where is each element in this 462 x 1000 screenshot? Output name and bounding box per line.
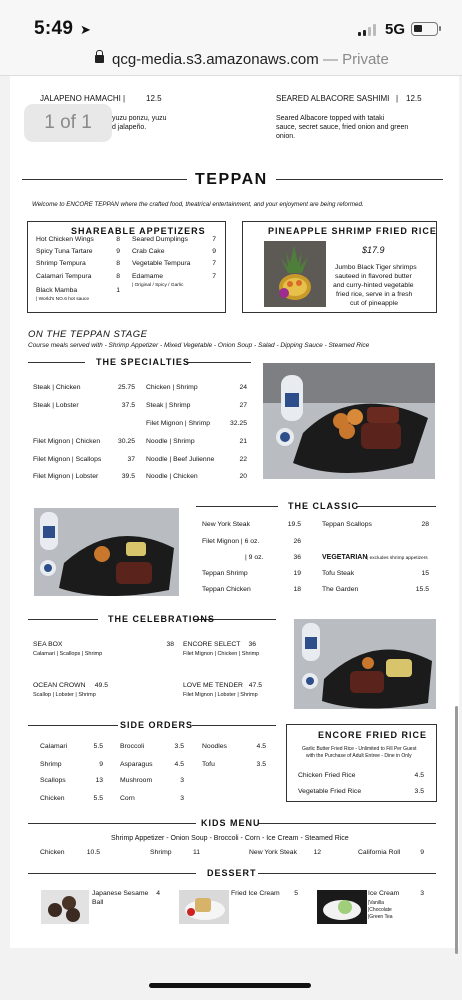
jalapeno-hamachi-desc2: d jalapeño. [112,124,147,131]
pineapple-price: $17.9 [362,245,385,255]
side-price: 5.5 [93,743,103,750]
kids-item-price: 10.5 [86,849,100,856]
classic-name: Filet Mignon | 6 oz. [202,538,260,545]
specialty-price: 30.25 [117,438,135,445]
appetizer-price: 8 [116,236,120,243]
side-price: 9 [99,761,103,768]
specialty-name: Steak | Lobster [33,402,79,409]
dessert-name: Ball [92,899,104,906]
side-price: 3.5 [174,743,184,750]
dessert-price: 5 [294,890,298,897]
ice-cream-photo [317,890,367,924]
divider [196,506,278,507]
scrollbar[interactable] [455,706,458,954]
specialty-price: 39.5 [121,473,135,480]
dessert-title: DESSERT [207,868,257,878]
specialty-name: Filet Mignon | Shrimp [146,420,211,427]
divider [258,823,436,824]
kids-item-name: New York Steak [249,849,297,856]
celebration-price: 36 [248,641,256,648]
appetizer-price: 9 [116,248,120,255]
specialty-price: 25.75 [117,384,135,391]
pineapple-image [264,241,326,307]
celebration-contents: Filet Mignon | Lobster | Shrimp [183,692,258,698]
side-price: 5.5 [93,795,103,802]
specialty-name: Noodle | Chicken [146,473,198,480]
vegetarian-label: VEGETARIAN [322,554,368,561]
kids-item-name: Shrimp [150,849,172,856]
side-price: 4.5 [256,743,266,750]
specialty-price: 21 [239,438,247,445]
jalapeno-hamachi-title: JALAPENO HAMACHI [40,94,121,103]
appetizer-name: Shrimp Tempura [36,260,86,267]
shareable-appetizers-title: SHAREABLE APPETIZERS [71,226,206,236]
address-bar[interactable] [0,46,462,76]
appetizer-name: Calamari Tempura [36,273,92,280]
dessert-price: 3 [420,890,424,897]
classic-photo [34,508,179,596]
appetizer-price: 7 [212,273,216,280]
clock: 5:49 [34,18,74,39]
appetizer-name: Vegetable Tempura [132,260,191,267]
appetizer-name: Spicy Tuna Tartare [36,248,93,255]
kids-item-name: California Roll [358,849,401,856]
dessert-name: Fried Ice Cream [231,890,280,897]
fried-rice-title: ENCORE FRIED RICE [318,730,428,740]
specialty-price: 27 [239,402,247,409]
specialty-name: Filet Mignon | Lobster [33,473,99,480]
side-name: Mushroom [120,777,153,784]
classic-price: 36 [293,554,301,561]
celebrations-title: THE CELEBRATIONS [108,614,215,624]
appetizer-price: 7 [212,260,216,267]
appetizer-price: 7 [212,236,216,243]
side-name: Calamari [40,743,68,750]
dessert-flavor: |Chocolate [368,907,392,913]
dessert-price: 4 [156,890,160,897]
classic-price: 26 [293,538,301,545]
side-price: 13 [95,777,103,784]
seared-albacore-price: 12.5 [406,94,422,103]
seared-albacore-desc1: Seared Albacore topped with tataki [276,115,385,122]
kids-item-price: 11 [192,849,200,856]
side-price: 3 [180,795,184,802]
fried-rice-name: Chicken Fried Rice [298,772,356,779]
jalapeno-hamachi-desc1: yuzu ponzu, yuzu [112,115,167,122]
divider-bar: | [396,94,399,103]
celebration-contents: Scallop | Lobster | Shrimp [33,692,96,698]
welcome-text: Welcome to ENCORE TEPPAN where the crafted food, theatrical entertainment, and your enjoyment are being reformed. [32,201,364,208]
signal-icon [358,24,378,36]
appetizer-price: 1 [116,287,120,294]
celebration-name: OCEAN CROWN [33,682,86,689]
sesame-ball-photo [41,890,89,924]
appetizer-name: Seared Dumplings [132,236,188,243]
url-domain: qcg-media.s3.amazonaws.com [112,51,319,68]
divider [22,179,187,180]
celebration-price: 38 [166,641,174,648]
classic-price: 15 [421,570,429,577]
side-name: Tofu [202,761,215,768]
celebration-contents: Calamari | Scallops | Shrimp [33,651,103,657]
fried-rice-note2: with the Purchase of Adult Entree - Dine in Only [306,753,412,759]
specialty-name: Filet Mignon | Scallops [33,456,102,463]
divider [192,725,276,726]
divider [28,823,196,824]
seared-albacore-title: SEARED ALBACORE SASHIMI [276,94,390,103]
side-price: 3.5 [256,761,266,768]
classic-title: THE CLASSIC [288,501,360,511]
pineapple-desc3: and curry-hinted vegetable [333,282,414,289]
appetizer-name: Black Mamba [36,287,78,294]
url-text[interactable] [112,51,389,68]
celebrations-photo [294,619,436,709]
divider [28,362,85,363]
fried-ice-cream-photo [179,890,229,924]
divider [258,873,436,874]
specialty-price: 20 [239,473,247,480]
side-name: Shrimp [40,761,62,768]
jalapeno-hamachi-price: 12.5 [146,94,162,103]
dessert-flavor: |Vanilla [368,900,384,906]
divider [276,179,443,180]
specialty-price: 37.5 [121,402,135,409]
divider [28,873,196,874]
classic-name: New York Steak [202,521,250,528]
side-price: 3 [180,777,184,784]
specialty-name: Noodle | Shrimp [146,438,195,445]
dessert-flavor: |Green Tea [368,914,393,920]
seared-albacore-desc3: onion. [276,133,296,140]
status-bar [0,0,462,46]
divider-bar: | [123,94,126,103]
classic-name: Teppan Shrimp [202,570,248,577]
seared-albacore-desc2: sauce, secret sauce, fried onion and green [276,124,409,131]
side-name: Asparagus [120,761,153,768]
home-indicator[interactable] [149,983,311,988]
classic-price: 18 [293,586,301,593]
specialties-photo [263,363,435,479]
classic-price: 19.5 [287,521,301,528]
divider [28,725,118,726]
classic-name: Teppan Chicken [202,586,251,593]
celebration-price: 49.5 [94,682,108,689]
kids-menu-title: KIDS MENU [201,818,261,828]
fried-rice-name: Vegetable Fried Rice [298,788,362,795]
fried-rice-price: 4.5 [414,772,424,779]
side-name: Corn [120,795,135,802]
vegetarian-note: | excludes shrimp appetizers [367,556,428,561]
fried-rice-note1: Garlic Butter Fried Rice - Unlimited to Fill Per Guest [302,746,417,752]
appetizer-name: Edamame [132,273,163,280]
pineapple-desc5: cut of pineapple [350,300,398,307]
specialties-title: THE SPECIALTIES [96,357,190,367]
celebration-contents: Filet Mignon | Chicken | Shrimp [183,651,260,657]
network-type: 5G [385,21,406,38]
pineapple-title: PINEAPPLE SHRIMP FRIED RICE [268,226,437,236]
divider [356,506,436,507]
classic-price: 15.5 [415,586,429,593]
kids-item-name: Chicken [40,849,65,856]
kids-menu-line: Shrimp Appetizer - Onion Soup - Broccoli - Corn - Ice Cream - Steamed Rice [111,835,349,842]
appetizer-price: 9 [212,248,216,255]
specialty-name: Steak | Chicken [33,384,81,391]
private-label: — Private [322,51,389,68]
specialty-price: 37 [127,456,135,463]
celebration-name: ENCORE SELECT [183,641,241,648]
divider [28,619,98,620]
side-orders-title: SIDE ORDERS [120,720,194,730]
page-indicator: 1 of 1 [24,104,112,142]
celebration-name: LOVE ME TENDER [183,682,243,689]
appetizer-name: Crab Cake [132,248,165,255]
specialty-price: 22 [239,456,247,463]
fried-rice-price: 3.5 [414,788,424,795]
pineapple-desc4: fried rice, serve in a fresh [336,291,413,298]
kids-item-price: 9 [420,849,424,856]
stage-title: ON THE TEPPAN STAGE [28,329,148,340]
specialty-price: 24 [239,384,247,391]
side-name: Broccoli [120,743,145,750]
side-name: Scallops [40,777,66,784]
appetizer-price: 8 [116,273,120,280]
classic-price: 28 [421,521,429,528]
dessert-name: Japanese Sesame [92,890,149,897]
appetizer-note: | World's NO.6 hot sauce [36,297,89,302]
specialty-name: Noodle | Beef Julienne [146,456,215,463]
side-price: 4.5 [174,761,184,768]
side-name: Noodles [202,743,227,750]
classic-name: The Garden [322,586,359,593]
battery-icon [411,22,438,36]
menu-page [10,76,459,948]
stage-courses: Course meals served with - Shrimp Appetizer - Mixed Vegetable - Onion Soup - Salad - Dipping Sauce - Steamed Rice [28,342,370,349]
location-arrow-icon: ➤ [80,22,91,37]
teppan-title: TEPPAN [195,171,268,188]
classic-name: Teppan Scallops [322,521,372,528]
pineapple-desc1: Jumbo Black Tiger shrimps [335,264,417,271]
specialty-name: Steak | Shrimp [146,402,191,409]
appetizer-note: | Original / Spicy / Garlic [132,283,184,288]
specialty-name: Chicken | Shrimp [146,384,198,391]
classic-price: 19 [293,570,301,577]
celebration-price: 47.5 [248,682,262,689]
lock-icon [95,55,104,63]
kids-item-price: 12 [313,849,321,856]
classic-name: | 9 oz. [245,554,264,561]
specialty-name: Filet Mignon | Chicken [33,438,101,445]
celebration-name: SEA BOX [33,641,63,648]
specialty-price: 32.25 [229,420,247,427]
pineapple-desc2: sauteed in flavored butter [335,273,412,280]
dessert-name: Ice Cream [368,890,400,897]
side-name: Chicken [40,795,65,802]
appetizer-price: 8 [116,260,120,267]
classic-name: Tofu Steak [322,570,355,577]
appetizer-name: Hot Chicken Wings [36,236,94,243]
divider [186,362,251,363]
